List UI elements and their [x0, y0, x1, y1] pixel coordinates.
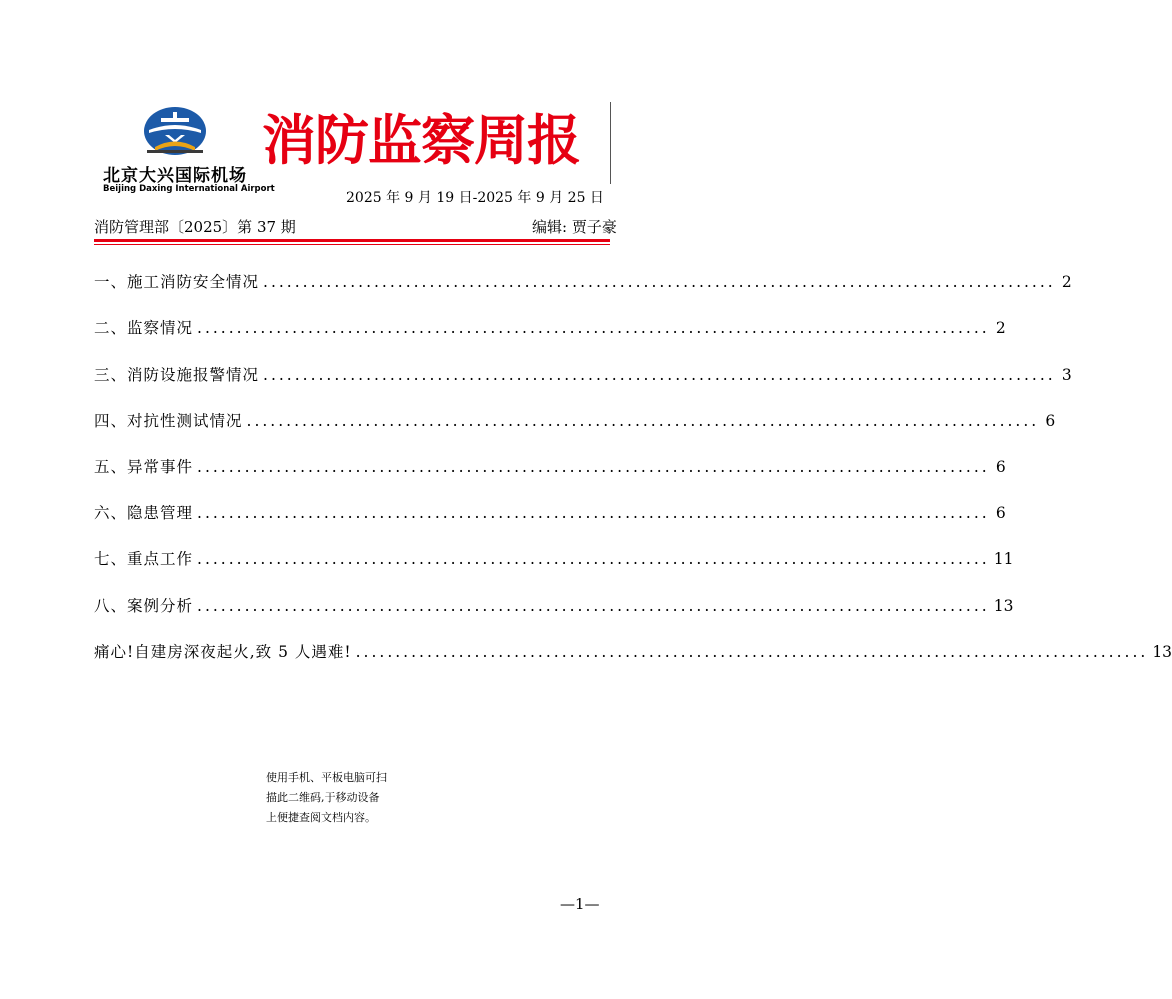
logo-english-name: Beijing Daxing International Airport — [103, 184, 275, 194]
toc-item-page: 2 — [995, 319, 1006, 337]
toc-item-page: 11 — [993, 550, 1014, 568]
toc-leader: .................................................................................................... — [197, 504, 990, 522]
title-divider — [610, 102, 611, 184]
toc-item-label: 二、监察情况 — [94, 319, 194, 337]
toc-leader: .................................................................................................... — [263, 366, 1056, 384]
qr-note-line: 描此二维码,于移动设备 — [266, 791, 380, 804]
header-rule-thin — [94, 244, 610, 245]
toc-leader: .................................................................................................... — [263, 273, 1056, 291]
date-range: 2025 年 9 月 19 日-2025 年 9 月 25 日 — [346, 190, 604, 206]
toc-item-label: 七、重点工作 — [94, 550, 194, 568]
editor-label: 编辑: — [532, 218, 568, 236]
toc-leader: .................................................................................................... — [197, 597, 990, 615]
toc-item-label: 三、消防设施报警情况 — [94, 366, 260, 384]
qr-note-line: 使用手机、平板电脑可扫 — [266, 771, 387, 784]
header-rule-thick — [94, 239, 610, 242]
toc-leader: .................................................................................................... — [246, 412, 1040, 430]
toc-item-label: 一、施工消防安全情况 — [94, 273, 260, 291]
toc-item-label: 八、案例分析 — [94, 597, 194, 615]
toc-leader: .................................................................................................... — [197, 458, 990, 476]
toc-item-page: 6 — [995, 458, 1006, 476]
page-number: —1— — [560, 895, 600, 913]
toc-item[interactable] — [94, 455, 1006, 477]
report-title: 消防监察周报 — [262, 109, 580, 172]
toc-item-page: 3 — [1061, 366, 1072, 384]
airport-logo-icon — [143, 106, 207, 156]
toc-item[interactable] — [94, 270, 1072, 292]
toc-item-page: 6 — [995, 504, 1006, 522]
toc-leader: .................................................................................................... — [197, 319, 990, 337]
qr-note-line: 上便捷查阅文档内容。 — [266, 811, 376, 824]
toc-item-page: 2 — [1061, 273, 1072, 291]
issue-number: 消防管理部〔2025〕第 37 期 — [94, 218, 296, 236]
editor-name: 贾子豪 — [571, 218, 617, 236]
toc-leader: .................................................................................................... — [355, 643, 1149, 661]
toc-item[interactable] — [94, 640, 1172, 662]
toc-item-label: 四、对抗性测试情况 — [94, 412, 243, 430]
toc-item-label: 六、隐患管理 — [94, 504, 194, 522]
toc-item-label: 五、异常事件 — [94, 458, 194, 476]
toc-item[interactable] — [94, 594, 1014, 616]
toc-item-page: 13 — [1152, 643, 1172, 661]
toc-item[interactable] — [94, 547, 1014, 569]
toc-item[interactable] — [94, 501, 1006, 523]
toc-leader: .................................................................................................... — [197, 550, 990, 568]
toc-item[interactable] — [94, 316, 1006, 338]
toc-item-label: 痛心!自建房深夜起火,致 5 人遇难! — [94, 643, 352, 661]
toc-item-page: 13 — [993, 597, 1014, 615]
toc-item[interactable] — [94, 363, 1072, 385]
toc-item[interactable] — [94, 409, 1056, 431]
editor-line — [532, 216, 617, 237]
qr-code-note — [266, 768, 387, 828]
logo-chinese-name: 北京大兴国际机场 — [103, 166, 247, 186]
toc-item-page: 6 — [1045, 412, 1056, 430]
